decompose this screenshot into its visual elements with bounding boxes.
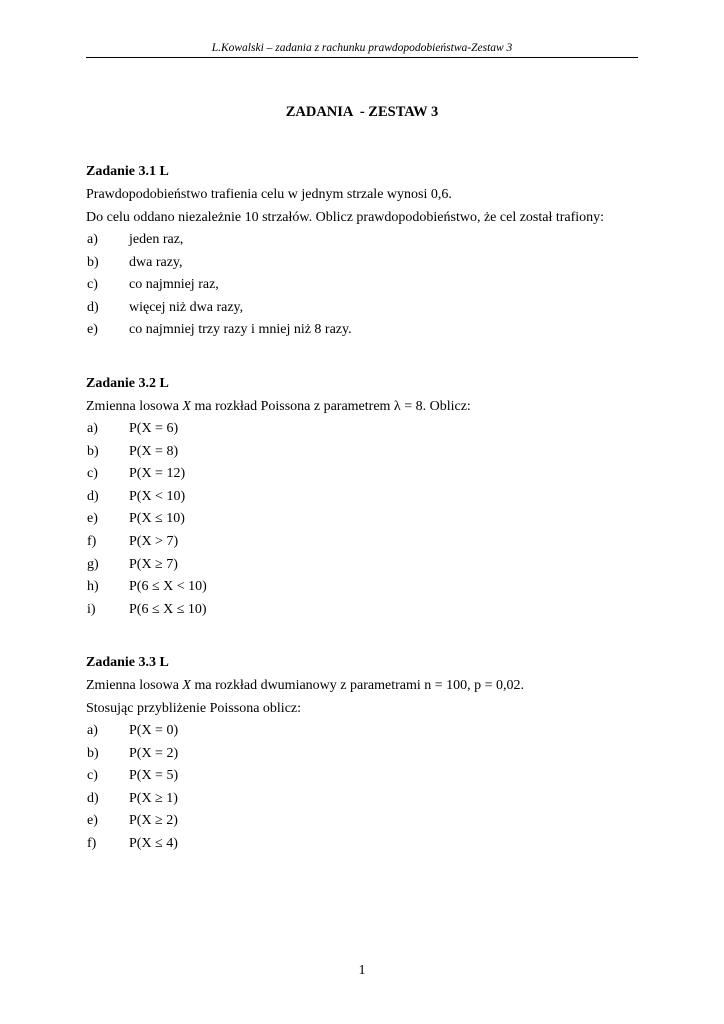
list-item — [86, 463, 646, 486]
intro-text-after: ma rozkład dwumianowy z parametrami n = 100, p = 0,02. — [190, 678, 525, 693]
item-text: P(6 ≤ X < 10) — [129, 579, 207, 595]
task-3-1 — [86, 160, 646, 342]
list-item — [86, 743, 646, 766]
list-item — [86, 319, 646, 342]
list-item — [86, 274, 646, 297]
list-item — [86, 788, 646, 811]
list-item — [86, 554, 646, 577]
task-text-line: Stosując przybliżenie Poissona oblicz: — [86, 701, 302, 716]
item-text: P(X = 12) — [129, 466, 186, 482]
document-title: ZADANIA - ZESTAW 3 — [285, 104, 439, 120]
header-rule — [86, 57, 638, 58]
item-marker: b) — [87, 254, 99, 270]
variable-x: X — [182, 399, 191, 414]
item-marker: e) — [87, 813, 98, 829]
task-title: Zadanie 3.2 L — [86, 376, 169, 391]
item-text: dwa razy, — [129, 254, 183, 270]
list-item — [86, 720, 646, 743]
item-text: P(X = 6) — [129, 421, 179, 436]
item-text: P(X < 10) — [129, 488, 186, 504]
item-marker: d) — [87, 790, 99, 806]
item-text: P(X ≤ 10) — [129, 511, 185, 527]
list-item — [86, 486, 646, 509]
item-marker: a) — [87, 723, 98, 738]
intro-text-before: Zmienna losowa — [86, 399, 183, 414]
item-marker: f) — [87, 533, 97, 549]
list-item — [86, 229, 646, 252]
item-text: P(X ≥ 7) — [129, 556, 178, 572]
item-marker: b) — [87, 443, 99, 459]
item-text: P(X = 2) — [129, 745, 179, 761]
list-item — [86, 833, 646, 856]
task-title: Zadanie 3.1 L — [86, 164, 169, 179]
item-text: P(X ≥ 1) — [129, 790, 178, 806]
running-header: L.Kowalski – zadania z rachunku prawdopodobieństwa-Zestaw 3 — [211, 42, 513, 54]
item-text: więcej niż dwa razy, — [129, 299, 244, 315]
task-text-line: Prawdopodobieństwo trafienia celu w jednym strzale wynosi 0,6. — [86, 187, 452, 202]
item-text: co najmniej trzy razy i mniej niż 8 razy. — [129, 322, 352, 338]
list-item — [86, 576, 646, 599]
subitem-list — [86, 720, 646, 856]
list-item — [86, 810, 646, 833]
task-3-3 — [86, 651, 646, 856]
subitem-list — [86, 229, 646, 342]
item-text: P(X = 5) — [129, 768, 179, 784]
task-text-line — [86, 674, 646, 697]
intro-text-before: Zmienna losowa — [86, 678, 183, 693]
item-text: co najmniej raz, — [129, 277, 219, 293]
task-text-line — [86, 395, 646, 418]
list-item — [86, 441, 646, 464]
item-marker: b) — [87, 745, 99, 761]
item-marker: c) — [87, 768, 98, 784]
item-marker: d) — [87, 299, 99, 315]
item-marker: a) — [87, 421, 98, 436]
variable-x: X — [182, 678, 191, 693]
item-marker: e) — [87, 511, 98, 527]
item-marker: f) — [87, 835, 97, 851]
item-text: P(X = 0) — [129, 723, 179, 738]
list-item — [86, 508, 646, 531]
list-item — [86, 599, 646, 622]
task-3-2 — [86, 372, 646, 621]
item-marker: c) — [87, 277, 98, 293]
item-marker: d) — [87, 488, 99, 504]
item-marker: i) — [87, 601, 96, 617]
item-text: P(6 ≤ X ≤ 10) — [129, 601, 207, 617]
item-marker: e) — [87, 322, 98, 338]
item-text: jeden raz, — [129, 232, 184, 247]
item-text: P(X > 7) — [129, 533, 179, 549]
list-item — [86, 531, 646, 554]
list-item — [86, 297, 646, 320]
list-item — [86, 252, 646, 275]
item-text: P(X ≤ 4) — [129, 835, 178, 851]
task-title: Zadanie 3.3 L — [86, 655, 169, 670]
item-text: P(X = 8) — [129, 443, 179, 459]
item-marker: c) — [87, 466, 98, 482]
item-text: P(X ≥ 2) — [129, 813, 178, 829]
item-marker: g) — [87, 556, 99, 572]
task-text-line: Do celu oddano niezależnie 10 strzałów. Oblicz prawdopodobieństwo, że cel został trafiony: — [86, 210, 605, 225]
list-item — [86, 418, 646, 441]
subitem-list — [86, 418, 646, 621]
page-number: 1 — [358, 963, 366, 978]
item-marker: a) — [87, 232, 98, 247]
intro-text-after: ma rozkład Poissona z parametrem λ = 8. Oblicz: — [190, 399, 471, 414]
item-marker: h) — [87, 579, 99, 595]
list-item — [86, 765, 646, 788]
